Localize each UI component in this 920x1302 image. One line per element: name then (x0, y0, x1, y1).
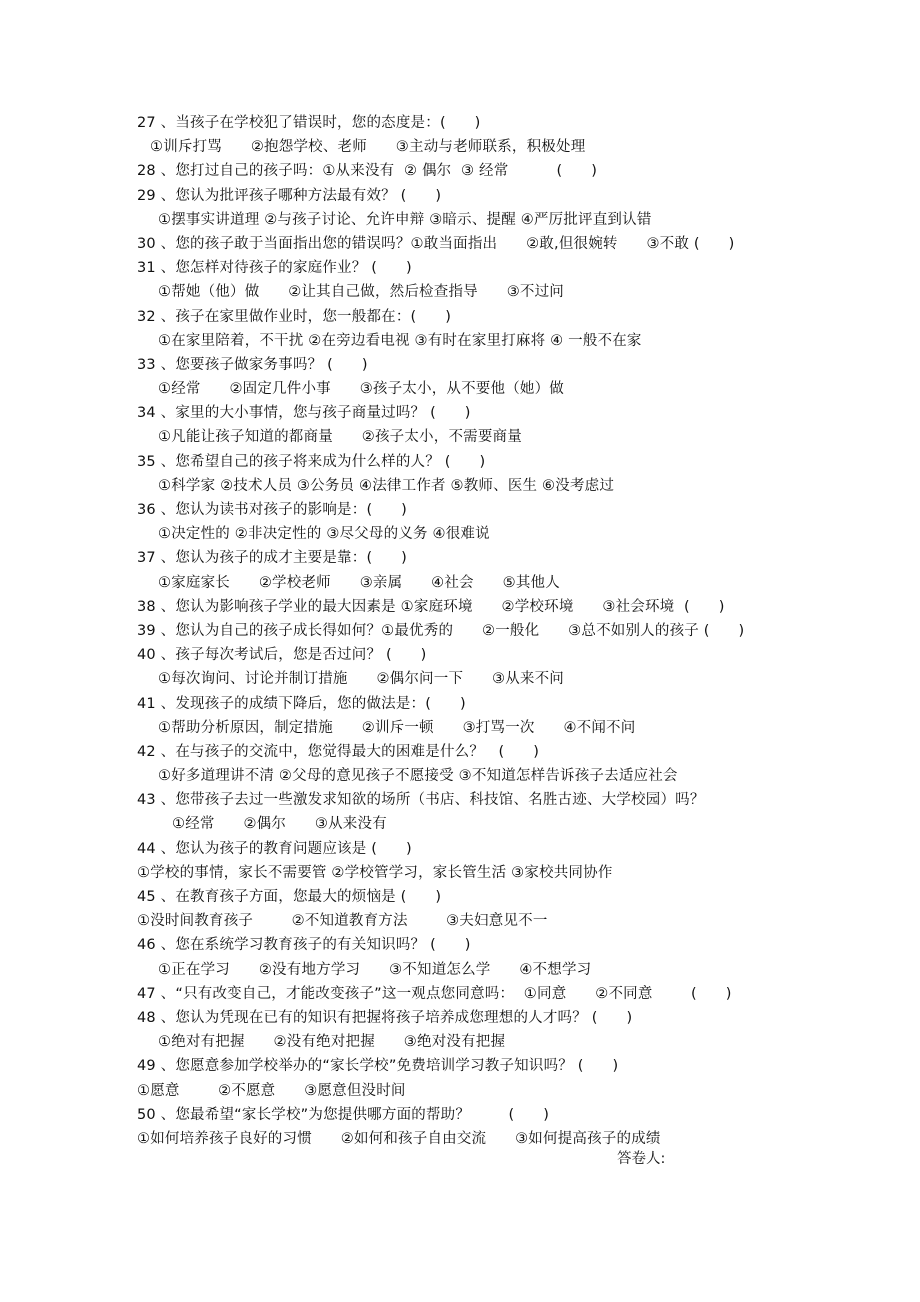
question-line: 36 、您认为读书对孩子的影响是：( ) (137, 502, 408, 518)
answer-options-line: ①科学家 ②技术人员 ③公务员 ④法律工作者 ⑤教师、医生 ⑥没考虑过 (158, 477, 615, 494)
answer-options-line: ①如何培养孩子良好的习惯 ②如何和孩子自由交流 ③如何提高孩子的成绩 (137, 1130, 661, 1147)
answer-options-line: ①凡能让孩子知道的都商量 ②孩子太小，不需要商量 (158, 429, 522, 446)
answer-options-line: ①帮她（他）做 ②让其自己做，然后检查指导 ③不过问 (158, 284, 565, 301)
answer-options-line: ①摆事实讲道理 ②与孩子讨论、允许申辩 ③暗示、提醒 ④严厉批评直到认错 (158, 211, 652, 228)
question-line: 43 、您带孩子去过一些激发求知欲的场所（书店、科技馆、名胜古迹、大学校园）吗？ (137, 792, 705, 809)
answer-options-line: ①学校的事情，家长不需要管 ②学校管学习，家长管生活 ③家校共同协作 (137, 864, 613, 881)
answer-options-line: ①家庭家长 ②学校老师 ③亲属 ④社会 ⑤其他人 (158, 574, 560, 591)
question-line: 45 、在教育孩子方面，您最大的烦恼是 ( ) (137, 889, 442, 905)
question-line: 28 、您打过自己的孩子吗：①从来没有 ② 偶尔 ③ 经常 ( ) (137, 163, 598, 180)
question-line: 47 、“只有改变自己，才能改变孩子”这一观点您同意吗： ①同意 ②不同意 ( ) (137, 985, 732, 1002)
answer-options-line: ①好多道理讲不清 ②父母的意见孩子不愿接受 ③不知道怎样告诉孩子去适应社会 (158, 768, 678, 785)
answer-options-line: ①在家里陪着，不干扰 ②在旁边看电视 ③有时在家里打麻将 ④ 一般不在家 (158, 332, 642, 349)
question-line: 46 、您在系统学习教育孩子的有关知识吗？ ( ) (137, 937, 471, 954)
question-line: 34 、家里的大小事情，您与孩子商量过吗？ ( ) (137, 405, 471, 422)
answer-options-line: ①帮助分析原因，制定措施 ②训斥一顿 ③打骂一次 ④不闻不问 (158, 719, 636, 736)
question-line: 39 、您认为自己的孩子成长得如何？①最优秀的 ②一般化 ③总不如别人的孩子 ( ) (137, 622, 745, 639)
question-line: 37 、您认为孩子的成才主要是靠：( ) (137, 550, 408, 567)
question-line: 30 、您的孩子敢于当面指出您的错误吗？①敢当面指出 ②敢,但很婉转 ③不敢 ( ) (137, 235, 735, 252)
question-line: 44 、您认为孩子的教育问题应该是 ( ) (137, 840, 412, 857)
answer-options-line: ①经常 ②固定几件小事 ③孩子太小，从不要他（她）做 (158, 381, 565, 398)
questionnaire-body (0, 111, 920, 1151)
question-line: 33 、您要孩子做家务事吗？ ( ) (137, 356, 368, 373)
question-line: 27 、当孩子在学校犯了错误时，您的态度是：( ) (137, 115, 481, 131)
question-line: 31 、您怎样对待孩子的家庭作业？ ( ) (137, 260, 412, 277)
question-line: 29 、您认为批评孩子哪种方法最有效？ ( ) (137, 187, 442, 204)
question-line: 41 、发现孩子的成绩下降后，您的做法是：( ) (137, 695, 466, 712)
respondent-signature-label: 答卷人: (617, 1151, 666, 1167)
question-line: 35 、您希望自己的孩子将来成为什么样的人？ ( ) (137, 453, 486, 470)
answer-options-line: ①训斥打骂 ②抱怨学校、老师 ③主动与老师联系，积极处理 (150, 139, 586, 156)
question-line: 40 、孩子每次考试后，您是否过问？ ( ) (137, 647, 427, 664)
answer-options-line: ①正在学习 ②没有地方学习 ③不知道怎么学 ④不想学习 (158, 961, 592, 978)
question-line: 50 、您最希望“家长学校”为您提供哪方面的帮助？ ( ) (137, 1106, 550, 1123)
question-line: 48 、您认为凭现在已有的知识有把握将孩子培养成您理想的人才吗？ ( ) (137, 1009, 633, 1026)
answer-options-line: ①愿意 ②不愿意 ③愿意但没时间 (137, 1082, 406, 1099)
question-line: 42 、在与孩子的交流中，您觉得最大的困难是什么？ ( ) (137, 743, 540, 760)
answer-options-line: ①经常 ②偶尔 ③从来没有 (172, 816, 387, 833)
answer-options-line: ①绝对有把握 ②没有绝对把握 ③绝对没有把握 (158, 1034, 506, 1051)
answer-options-line: ①决定性的 ②非决定性的 ③尽父母的义务 ④很难说 (158, 526, 490, 543)
question-line: 32 、孩子在家里做作业时，您一般都在：( ) (137, 308, 452, 325)
answer-options-line: ①每次询问、讨论并制订措施 ②偶尔问一下 ③从来不问 (158, 671, 565, 688)
question-line: 38 、您认为影响孩子学业的最大因素是 ①家庭环境 ②学校环境 ③社会环境 ( ) (137, 598, 725, 615)
question-line: 49 、您愿意参加学校举办的“家长学校”免费培训学习教子知识吗？ ( ) (137, 1058, 619, 1075)
answer-options-line: ①没时间教育孩子 ②不知道教育方法 ③夫妇意见不一 (137, 913, 548, 930)
